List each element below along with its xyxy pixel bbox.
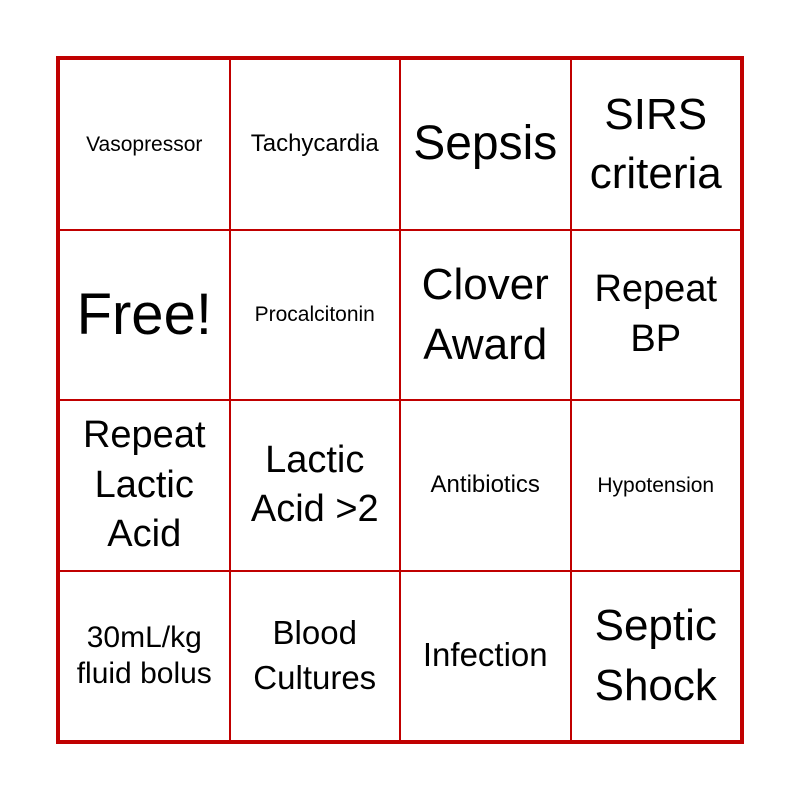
bingo-cell-infection[interactable] [400, 571, 571, 742]
bingo-cell-free-space[interactable] [59, 230, 230, 401]
cell-label: Repeat Lactic Acid [82, 414, 206, 555]
cell-label: Procalcitonin [254, 303, 375, 327]
bingo-cell-blood-cultures[interactable] [230, 571, 401, 742]
bingo-cell-tachycardia[interactable] [230, 59, 401, 230]
bingo-cell-lactic-acid-gt-2[interactable] [230, 400, 401, 571]
cell-label: Septic Shock [594, 601, 717, 710]
cell-label: Tachycardia [250, 129, 379, 157]
bingo-cell-hypotension[interactable] [571, 400, 742, 571]
cell-label: Hypotension [597, 473, 715, 497]
bingo-cell-sirs-criteria[interactable] [571, 59, 742, 230]
cell-label: Sepsis [413, 117, 558, 171]
bingo-cell-sepsis[interactable] [400, 59, 571, 230]
bingo-cell-procalcitonin[interactable] [230, 230, 401, 401]
bingo-cell-antibiotics[interactable] [400, 400, 571, 571]
cell-label: Lactic Acid >2 [250, 438, 379, 531]
cell-label: Infection [422, 636, 548, 674]
bingo-cell-repeat-lactic-acid[interactable] [59, 400, 230, 571]
cell-label: Repeat BP [594, 268, 718, 360]
bingo-cell-fluid-bolus[interactable] [59, 571, 230, 742]
cell-label: SIRS criteria [589, 89, 722, 199]
bingo-cell-clover-award[interactable] [400, 230, 571, 401]
cell-label: Clover Award [421, 260, 549, 369]
bingo-board [56, 56, 744, 744]
cell-label: Antibiotics [430, 470, 540, 498]
cell-label: Free! [76, 281, 212, 347]
bingo-cell-vasopressor[interactable] [59, 59, 230, 230]
cell-label: Blood Cultures [253, 614, 377, 696]
bingo-cell-septic-shock[interactable] [571, 571, 742, 742]
cell-label: Vasopressor [86, 132, 203, 156]
bingo-cell-repeat-bp[interactable] [571, 230, 742, 401]
cell-label: 30mL/kg fluid bolus [76, 620, 212, 690]
